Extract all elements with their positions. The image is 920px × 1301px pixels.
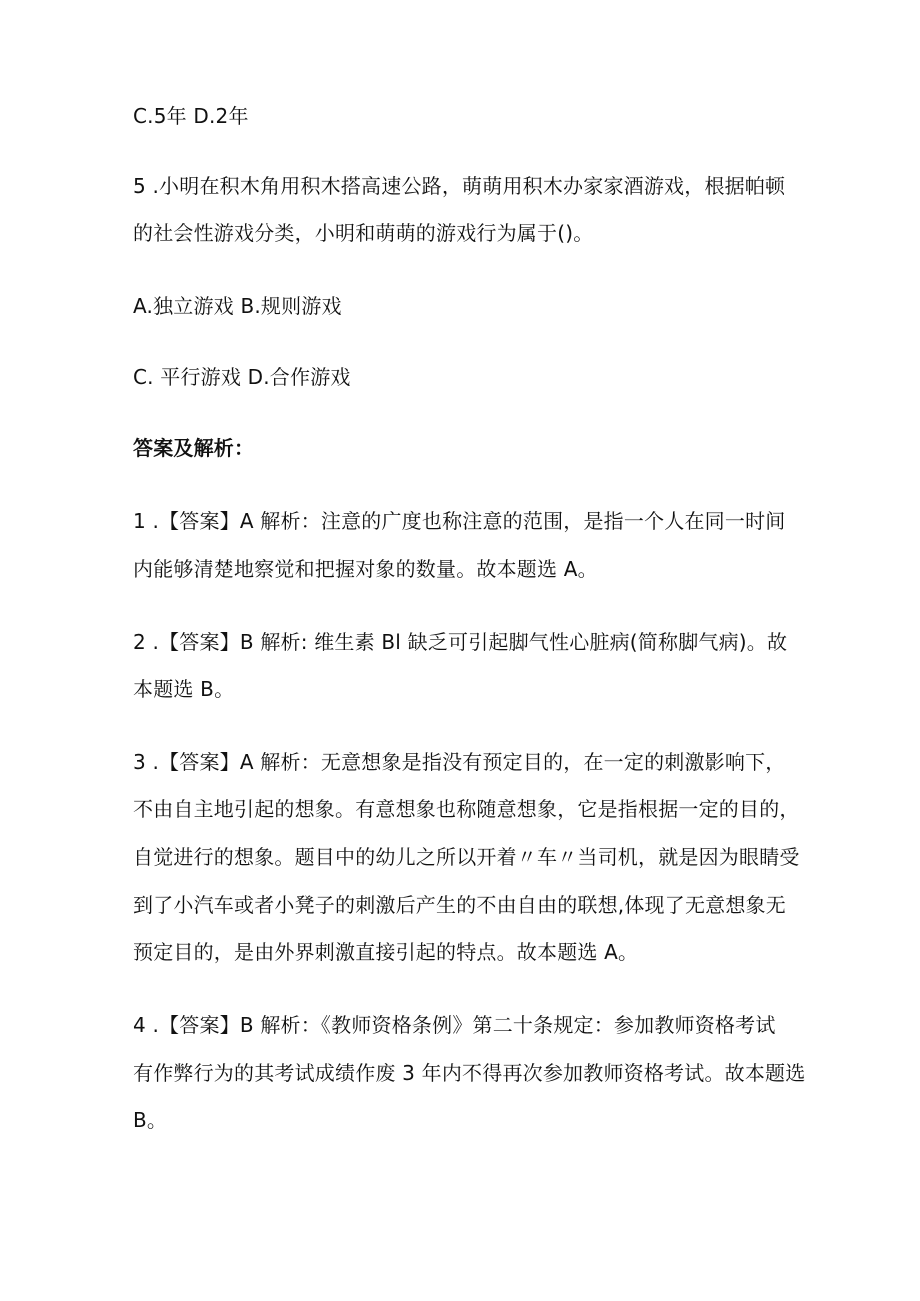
answer-2-line-1: 2 .【答案】B 解析: 维生素 Bl 缺乏可引起脚气性心脏病(简称脚气病)。故 (133, 630, 788, 654)
question-5-stem-line-2: 的社会性游戏分类，小明和萌萌的游戏行为属于()。 (133, 221, 594, 245)
answer-4-line-1: 4 .【答案】B 解析：《教师资格条例》第二十条规定：参加教师资格考试 (133, 1013, 776, 1037)
question-5-options-cd: C. 平行游戏 D.合作游戏 (133, 365, 351, 389)
question-4-options-cd: C.5年 D.2年 (133, 104, 249, 128)
question-5-options-ab: A.独立游戏 B.规则游戏 (133, 294, 342, 318)
answer-3-line-1: 3 .【答案】A 解析：无意想象是指没有预定目的，在一定的刺激影响下， (133, 750, 786, 774)
answer-3-line-3: 自觉进行的想象。题目中的幼儿之所以开着〃车〃当司机，就是因为眼睛受 (133, 845, 800, 869)
answers-heading: 答案及解析： (133, 436, 255, 460)
answer-2-line-2: 本题选 B。 (133, 677, 235, 701)
answer-3-line-2: 不由自主地引起的想象。有意想象也称随意想象，它是指根据一定的目的， (133, 797, 800, 821)
answer-1-line-1: 1 .【答案】A 解析：注意的广度也称注意的范围，是指一个人在同一时间 (133, 509, 786, 533)
answer-4-line-3: B。 (133, 1108, 168, 1132)
question-5-stem-line-1: 5 .小明在积木角用积木搭高速公路，萌萌用积木办家家酒游戏，根据帕顿 (133, 174, 786, 198)
answer-3-line-5: 预定目的，是由外界刺激直接引起的特点。故本题选 A。 (133, 940, 639, 964)
answer-1-line-2: 内能够清楚地察觉和把握对象的数量。故本题选 A。 (133, 557, 598, 581)
answer-3-line-4: 到了小汽车或者小凳子的刺激后产生的不由自由的联想,体现了无意想象无 (133, 893, 786, 917)
answer-4-line-2: 有作弊行为的其考试成绩作废 3 年内不得再次参加教师资格考试。故本题选 (133, 1061, 806, 1085)
